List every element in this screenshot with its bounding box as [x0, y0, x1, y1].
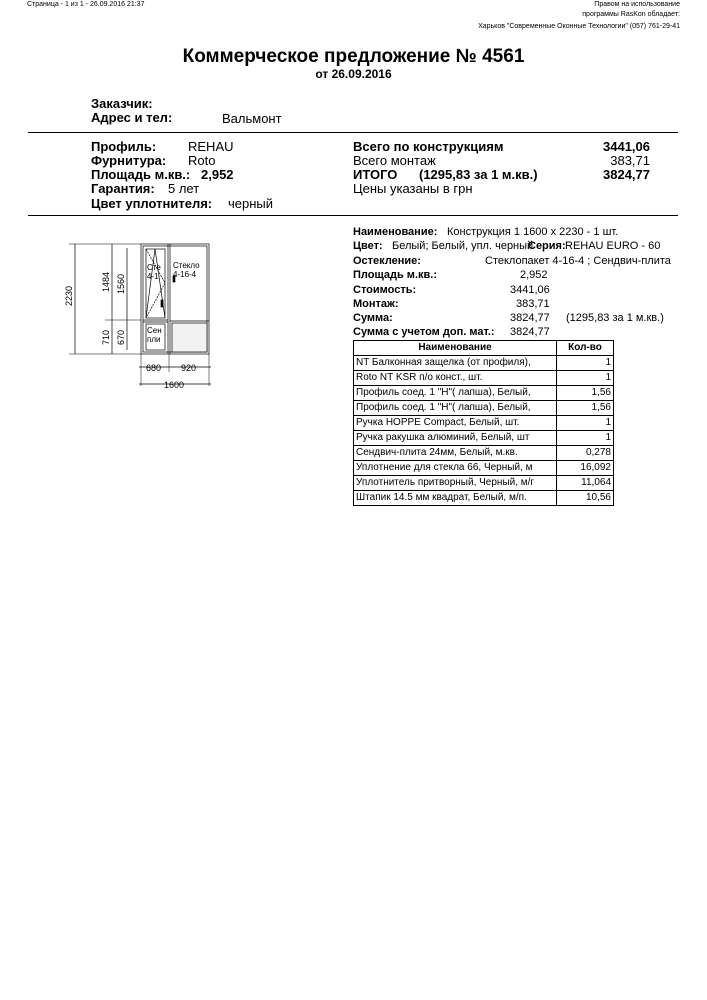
items-header-name: Наименование: [354, 341, 557, 356]
profile-label: Профиль:: [91, 139, 157, 154]
item-name: Штапик 14.5 мм квадрат, Белый, м/п.: [354, 491, 557, 506]
items-table-header: [354, 341, 614, 356]
construction-sum-extra-value: 3824,77: [510, 326, 550, 338]
table-row: [354, 356, 614, 371]
table-row: [354, 476, 614, 491]
currency-note: Цены указаны в грн: [353, 181, 473, 196]
glass-label-right: Стекло 4-16-4: [173, 261, 200, 279]
construction-install-label: Монтаж:: [353, 298, 399, 310]
table-row: [354, 431, 614, 446]
dim-left-width: 680: [146, 363, 162, 373]
item-name: Профиль соед. 1 "H"( лапша), Белый,: [354, 386, 557, 401]
dim-total-height: 2230: [64, 285, 74, 306]
table-row: [354, 461, 614, 476]
opening-line: [155, 249, 165, 318]
constructions-total-value: 3441,06: [603, 139, 650, 154]
item-qty: 16,092: [557, 461, 614, 476]
construction-sum-extra-label: Сумма с учетом доп. мат.:: [353, 326, 495, 338]
grand-total-value: 3824,77: [603, 167, 650, 182]
table-row: [354, 371, 614, 386]
handle-icon: [161, 300, 163, 307]
panel-label: Сен пли: [147, 326, 162, 344]
opening-line: [146, 249, 155, 318]
company-line: Харьков "Современные Оконные Технологии" (057) 761-29-41: [478, 23, 680, 30]
install-total-value: 383,71: [610, 153, 650, 168]
install-total-label: Всего монтаж: [353, 153, 436, 168]
construction-color-label: Цвет:: [353, 240, 383, 252]
construction-cost-label: Стоимость:: [353, 284, 417, 296]
grand-total-per-m2: (1295,83 за 1 м.кв.): [419, 167, 538, 182]
item-name: Сендвич-плита 24мм, Белый, м.кв.: [354, 446, 557, 461]
item-qty: 1: [557, 371, 614, 386]
glass-label-left: Сте 4-1: [147, 263, 161, 281]
divider-middle: [28, 215, 678, 216]
table-row: [354, 446, 614, 461]
dim-total-width: 1600: [164, 380, 185, 390]
rights-line-1: Правом на использование: [594, 1, 680, 8]
address-label: Адрес и тел:: [91, 110, 173, 125]
item-name: NT Балконная защелка (от профиля),: [354, 356, 557, 371]
dim-lower-inner: 670: [116, 329, 126, 345]
construction-area-value: 2,952: [520, 269, 548, 281]
table-row: [354, 401, 614, 416]
construction-series-label: Серия:: [528, 240, 566, 252]
item-name: Roto NT KSR п/о конст., шт.: [354, 371, 557, 386]
table-row: [354, 491, 614, 506]
item-qty: 10,56: [557, 491, 614, 506]
items-header-qty: Кол-во: [557, 341, 614, 356]
item-name: Ручка ракушка алюминий, Белый, шт: [354, 431, 557, 446]
construction-series-value: REHAU EURO - 60: [565, 240, 661, 252]
dim-upper: 1484: [101, 271, 111, 292]
right-lower-panel: [172, 323, 207, 352]
construction-sum-per-m2: (1295,83 за 1 м.кв.): [566, 312, 664, 324]
client-label: Заказчик:: [91, 96, 153, 111]
item-qty: 11,064: [557, 476, 614, 491]
window-drawing: [55, 236, 225, 396]
page-info: Страница - 1 из 1 - 26.09.2016 21:37: [27, 1, 145, 8]
construction-area-label: Площадь м.кв.:: [353, 269, 437, 281]
hardware-value: Roto: [188, 153, 216, 168]
constructions-total-label: Всего по конструкциям: [353, 139, 504, 154]
items-table: [353, 340, 614, 506]
area-label: Площадь м.кв.:: [91, 167, 191, 182]
construction-install-value: 383,71: [516, 298, 550, 310]
construction-sum-value: 3824,77: [510, 312, 550, 324]
table-row: [354, 416, 614, 431]
item-qty: 0,278: [557, 446, 614, 461]
address-value: Вальмонт: [222, 111, 282, 126]
warranty-value: 5 лет: [168, 181, 200, 196]
seal-value: черный: [228, 196, 274, 211]
page-subtitle: от 26.09.2016: [315, 67, 392, 81]
page-title: Коммерческое предложение № 4561: [182, 46, 525, 67]
grand-total-label: ИТОГО: [353, 167, 398, 182]
divider-top: [28, 132, 678, 133]
item-qty: 1: [557, 356, 614, 371]
dim-upper-inner: 1560: [116, 273, 126, 294]
construction-color-value: Белый; Белый, упл. черный: [392, 240, 534, 252]
seal-label: Цвет уплотнителя:: [91, 196, 213, 211]
dim-right-width: 920: [181, 363, 197, 373]
profile-value: REHAU: [188, 139, 234, 154]
door-upper-sash: [146, 249, 165, 318]
rights-line-2: программы RasKon обладает:: [582, 11, 680, 18]
item-name: Уплотнитель притворный, Черный, м/г: [354, 476, 557, 491]
item-qty: 1: [557, 431, 614, 446]
item-name: Уплотнение для стекла 66, Черный, м: [354, 461, 557, 476]
hardware-label: Фурнитура:: [91, 153, 167, 168]
construction-name-label: Наименование:: [353, 226, 438, 238]
construction-name-value: Конструкция 1 1600 x 2230 - 1 шт.: [447, 226, 619, 238]
construction-cost-value: 3441,06: [510, 284, 550, 296]
item-qty: 1,56: [557, 401, 614, 416]
area-value: 2,952: [201, 167, 234, 182]
construction-sum-label: Сумма:: [353, 312, 393, 324]
construction-glazing-label: Остекление:: [353, 255, 421, 267]
item-qty: 1: [557, 416, 614, 431]
table-row: [354, 386, 614, 401]
warranty-label: Гарантия:: [91, 181, 155, 196]
item-name: Профиль соед. 1 "H"( лапша), Белый,: [354, 401, 557, 416]
dim-lower: 710: [101, 329, 111, 345]
item-name: Ручка HOPPE Compact, Белый, шт.: [354, 416, 557, 431]
item-qty: 1,56: [557, 386, 614, 401]
construction-glazing-value: Стеклопакет 4-16-4 ; Сендвич-плита: [485, 255, 671, 267]
